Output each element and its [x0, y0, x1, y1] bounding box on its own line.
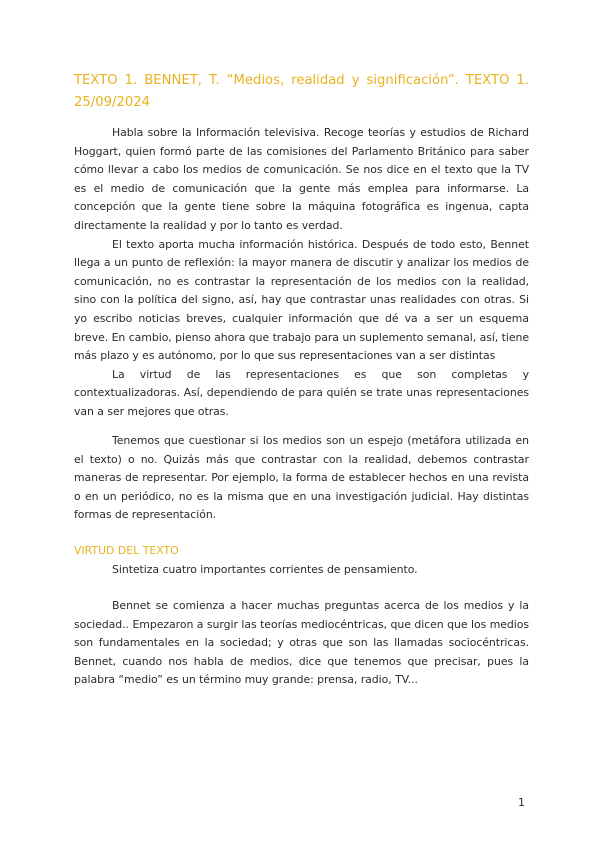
page-number: 1 [518, 796, 525, 809]
body-block-2 [74, 432, 529, 525]
paragraph: Sintetiza cuatro importantes corrientes de pensamiento. [112, 563, 418, 576]
document-title: TEXTO 1. BENNET, T. “Medios, realidad y significación”. TEXTO 1. [74, 73, 529, 88]
paragraph: La virtud de las representaciones es que son completas y contextualizadoras. Así, dependiendo de para quién se trate unas representaciones van a ser mejores que otras. [74, 367, 529, 418]
section-heading: VIRTUD DEL TEXTO [74, 544, 179, 557]
paragraph: Tenemos que cuestionar si los medios son un espejo (metáfora utilizada en el texto) o no. Quizás más que contrastar con la realidad, debemos contrastar maneras de representar. Por ejemplo, la forma de establecer hechos en una revista o en un periódico, no es la misma que en una investigación judicial. Hay distintas formas de representación. [74, 434, 529, 522]
paragraph: El texto aporta mucha información histórica. Después de todo esto, Bennet llega a un punto de reflexión: la mayor manera de discutir y analizar los medios de comunicación, no es contrastar la representación de los medios con la realidad, sino con la política del signo, así, hay que contrastar unas realidades con otras. Si yo escribo noticias breves, cualquier información que dé va a ser un esquema breve. En cambio, pienso ahora que trabajo para un suplemento semanal, así, tiene más plazo y es autónomo, por lo que sus representaciones van a ser distintas [74, 237, 529, 363]
paragraph: Habla sobre la Información televisiva. Recoge teorías y estudios de Richard Hoggart, quien formó parte de las comisiones del Parlamento Británico para saber cómo llevar a cabo los medios de comunicación. Se nos dice en el texto que la TV es el medio de comunicación que la gente más emplea para informarse. La concepción que la gente tiene sobre la máquina fotográfica es ingenua, capta directamente la realidad y por lo tanto es verdad. [74, 126, 529, 232]
paragraph: Bennet se comienza a hacer muchas preguntas acerca de los medios y la sociedad.. Empezaron a surgir las teorías mediocéntricas, que dicen que los medios son fundamentales en la sociedad; y otras que son las llamadas sociocéntricas. Bennet, cuando nos habla de medios, dice que tenemos que precisar, pues la palabra “medio” es un término muy grande: prensa, radio, TV... [74, 599, 529, 687]
document-date: 25/09/2024 [74, 95, 151, 110]
body-block-3 [74, 597, 529, 690]
body-block-1 [74, 124, 529, 422]
section-body [74, 561, 529, 580]
